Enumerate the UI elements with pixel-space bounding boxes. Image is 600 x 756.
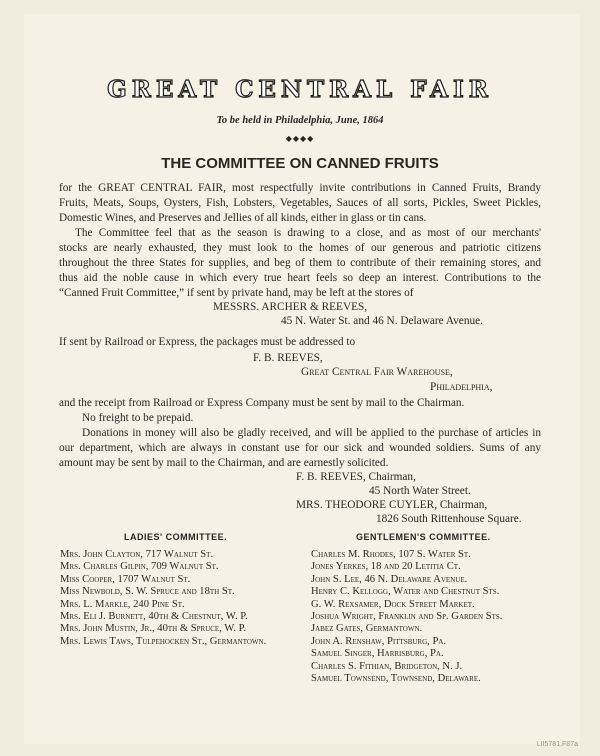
committee-member: Jabez Gates, Germantown.	[311, 623, 423, 635]
store-name: MESSRS. ARCHER & REEVES,	[213, 301, 368, 313]
committee-member: Mrs. Lewis Taws, Tulpehocken St., Germantown.	[60, 635, 267, 647]
ladies-committee-list	[60, 549, 266, 648]
body-line: for the GREAT CENTRAL FAIR, most respectfully invite contributions in Canned Fruits, Brandy	[59, 182, 541, 194]
consignee-name: F. B. REEVES,	[253, 352, 323, 364]
committee-member: G. W. Rexsamer, Dock Street Market.	[311, 598, 475, 610]
body-line: “Canned Fruit Committee,” if sent by private hand, may be left at the stores of	[59, 287, 414, 299]
body-line: Domestic Wines, and Preserves and Jellies of all kinds, either in glass or tin cans.	[59, 212, 427, 224]
body-line: Fruits, Meats, Soups, Oysters, Fish, Lobsters, Vegetables, Sauces of all sorts, Pickles, Sweet Pickles,	[59, 197, 541, 209]
fair-subtitle: To be held in Philadelphia, June, 1864	[216, 115, 384, 126]
committee-member: Joshua Wright, Franklin and Sp. Garden Sts.	[311, 611, 503, 623]
committee-member: Samuel Townsend, Townsend, Delaware.	[311, 673, 481, 685]
body-line: amount may be sent by mail to the Chairman, and are earnestly solicited.	[59, 457, 389, 469]
committee-member: John A. Renshaw, Pittsburg, Pa.	[311, 635, 447, 647]
consignee-warehouse: Great Central Fair Warehouse,	[301, 366, 453, 378]
consignee-city: Philadelphia,	[430, 381, 493, 393]
fair-title: GREAT CENTRAL FAIR	[107, 76, 493, 103]
chairwoman-name: MRS. THEODORE CUYLER, Chairman,	[296, 499, 488, 511]
body-line: No freight to be prepaid.	[82, 412, 194, 424]
body-line: The Committee feel that as the season is drawing to a close, and as most of our merchants'	[75, 227, 541, 239]
catalog-mark: LII5781.F87a	[536, 741, 578, 748]
committee-member: Mrs. John Clayton, 717 Walnut St.	[60, 549, 214, 560]
ladies-committee-heading: LADIES' COMMITTEE.	[124, 532, 228, 542]
committee-member: Mrs. L. Markle, 240 Pine St.	[60, 598, 185, 610]
gentlemen-committee-heading: GENTLEMEN'S COMMITTEE.	[356, 532, 491, 542]
gentlemen-committee-list	[311, 549, 502, 685]
committee-heading: THE COMMITTEE ON CANNED FRUITS	[161, 155, 439, 172]
ornament-divider: ◆◆◆◆	[285, 134, 315, 143]
committee-member: Charles S. Fithian, Bridgeton, N. J.	[311, 660, 463, 672]
committee-member: Miss Newbold, S. W. Spruce and 18th St.	[60, 586, 235, 598]
chairwoman-address: 1826 South Rittenhouse Square.	[376, 513, 522, 525]
chairman-address: 45 North Water Street.	[369, 485, 471, 497]
body-line: If sent by Railroad or Express, the packages must be addressed to	[59, 336, 356, 348]
committee-member: Mrs. Eli J. Burnett, 40th & Chestnut, W. P.	[60, 611, 248, 623]
store-address: 45 N. Water St. and 46 N. Delaware Avenue.	[281, 315, 483, 327]
body-line: our department, which are always in constant use for our sick and wounded soldiers. Sums of any	[59, 442, 541, 454]
committee-member: Samuel Singer, Harrisburg, Pa.	[311, 648, 444, 660]
committee-member: Mrs. Charles Gilpin, 709 Walnut St.	[60, 561, 219, 573]
committee-member: Miss Cooper, 1707 Walnut St.	[60, 573, 191, 585]
body-line: stocks are nearly exhausted, they must look to the homes of our generous and patriotic citizens	[59, 242, 541, 254]
committee-member: Henry C. Kellogg, Water and Chestnut Sts.	[311, 586, 500, 598]
committee-member: Charles M. Rhodes, 107 S. Water St.	[311, 549, 471, 560]
body-line: throughout the three States for supplies, and beg of them to contribute of their remaining stores, and	[59, 257, 541, 269]
body-line: Donations in money will also be gladly received, and will be applied to the purchase of articles in	[82, 427, 541, 439]
body-line: thus aid the noble cause in which every true heart feels so deep an interest. Contributions to the	[59, 272, 541, 284]
committee-member: Jones Yerkes, 18 and 20 Letitia Ct.	[311, 561, 461, 573]
committee-member: Mrs. John Mustin, Jr., 40th & Spruce, W. P.	[60, 623, 246, 635]
body-line: and the receipt from Railroad or Express Company must be sent by mail to the Chairman.	[59, 397, 465, 409]
chairman-name: F. B. REEVES, Chairman,	[296, 471, 416, 483]
committee-member: John S. Lee, 46 N. Delaware Avenue.	[311, 573, 468, 585]
